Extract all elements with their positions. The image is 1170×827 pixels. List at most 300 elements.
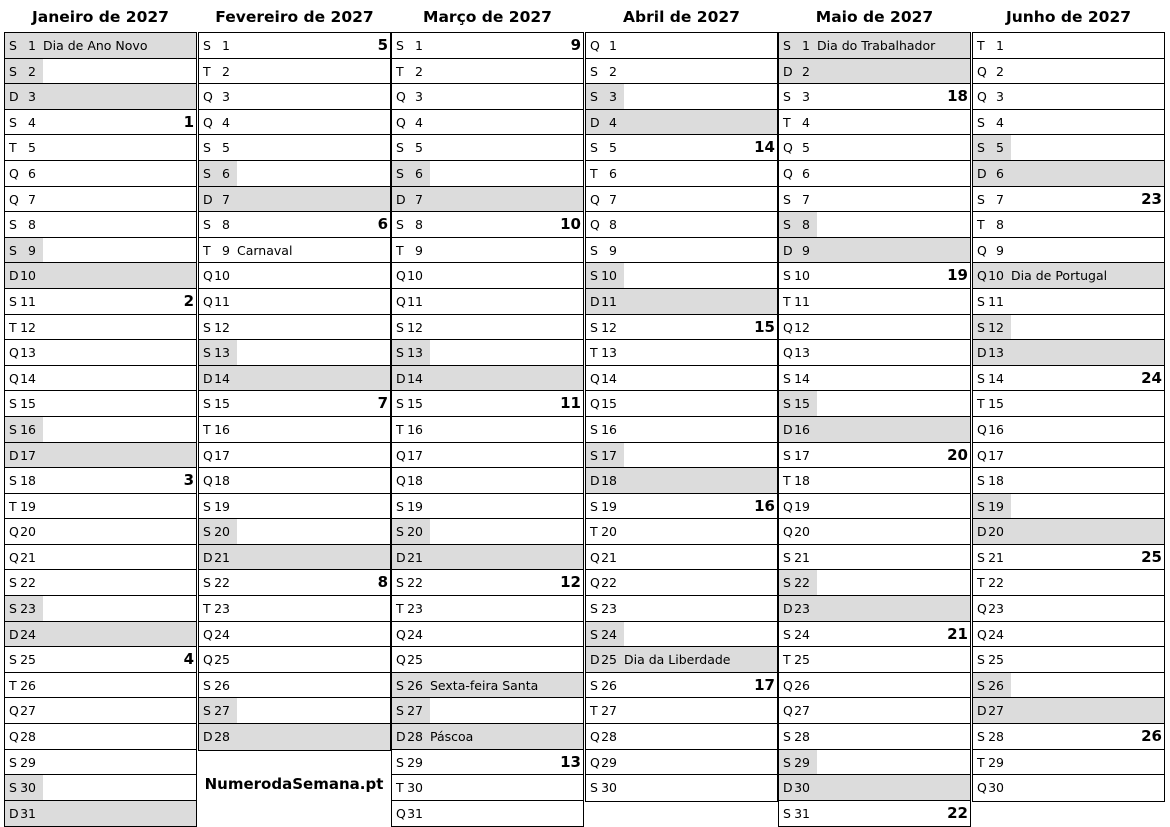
day-row xyxy=(199,187,390,213)
day-row xyxy=(199,315,390,341)
day-row xyxy=(586,135,777,161)
weekday-letter: T xyxy=(783,114,791,130)
day-number: 12 xyxy=(794,319,810,335)
day-number: 22 xyxy=(601,575,617,591)
day-row xyxy=(392,366,583,392)
day-number: 17 xyxy=(988,447,1004,463)
day-number: 28 xyxy=(214,729,230,745)
day-number: 11 xyxy=(407,293,423,309)
day-row xyxy=(5,622,196,648)
weekday-letter: S xyxy=(590,601,598,617)
weekday-letter: T xyxy=(783,652,791,668)
weekday-letter: D xyxy=(396,191,406,207)
day-row xyxy=(5,494,196,520)
day-row xyxy=(199,417,390,443)
weekday-letter: S xyxy=(783,217,791,233)
weekday-letter: S xyxy=(590,319,598,335)
day-number: 22 xyxy=(20,575,36,591)
weekday-letter: S xyxy=(396,754,404,770)
day-number: 19 xyxy=(20,498,36,514)
day-number: 11 xyxy=(794,293,810,309)
day-row xyxy=(779,545,970,571)
day-row xyxy=(392,212,583,238)
day-row xyxy=(586,775,777,801)
weekday-letter: S xyxy=(590,498,598,514)
day-number: 25 xyxy=(407,652,423,668)
day-number: 7 xyxy=(996,191,1004,207)
weekday-letter: Q xyxy=(396,268,406,284)
weekday-letter: Q xyxy=(590,38,600,53)
day-row xyxy=(5,135,196,161)
day-number: 30 xyxy=(794,780,810,796)
weekday-letter: T xyxy=(977,575,985,591)
weekday-letter: D xyxy=(783,421,793,437)
day-row xyxy=(392,443,583,469)
weekday-letter: Q xyxy=(783,165,793,181)
day-number: 24 xyxy=(988,626,1004,642)
day-row xyxy=(199,59,390,85)
day-number: 19 xyxy=(407,498,423,514)
day-row xyxy=(392,110,583,136)
week-number: 16 xyxy=(754,496,775,515)
day-number: 13 xyxy=(20,345,36,361)
weekday-letter: S xyxy=(977,549,985,565)
day-row xyxy=(779,570,970,596)
day-list xyxy=(198,32,391,751)
weekday-letter: Q xyxy=(9,524,19,540)
day-number: 6 xyxy=(28,165,36,181)
day-number: 14 xyxy=(20,370,36,386)
day-number: 23 xyxy=(601,601,617,617)
weekday-letter: S xyxy=(203,396,211,412)
day-number: 14 xyxy=(988,370,1004,386)
day-number: 14 xyxy=(601,370,617,386)
day-row xyxy=(779,443,970,469)
weekday-letter: S xyxy=(783,805,791,821)
weekday-letter: Q xyxy=(977,268,987,284)
day-number: 26 xyxy=(601,677,617,693)
weekday-letter: S xyxy=(590,140,598,156)
day-number: 27 xyxy=(20,703,36,719)
day-row xyxy=(199,596,390,622)
weekday-letter: D xyxy=(396,729,406,745)
holiday-name: Dia de Portugal xyxy=(1011,268,1108,284)
weekday-letter: D xyxy=(977,165,987,181)
day-number: 4 xyxy=(222,114,230,130)
day-row xyxy=(973,110,1164,136)
weekday-letter: Q xyxy=(9,345,19,361)
day-number: 17 xyxy=(794,447,810,463)
weekday-letter: Q xyxy=(396,293,406,309)
day-number: 1 xyxy=(802,38,810,53)
day-row xyxy=(973,673,1164,699)
day-number: 5 xyxy=(802,140,810,156)
weekday-letter: D xyxy=(977,345,987,361)
day-number: 23 xyxy=(988,601,1004,617)
weekday-letter: Q xyxy=(396,652,406,668)
month-column xyxy=(972,0,1165,802)
day-row xyxy=(973,366,1164,392)
day-number: 10 xyxy=(407,268,423,284)
week-number: 13 xyxy=(560,752,581,771)
day-number: 28 xyxy=(601,729,617,745)
day-row xyxy=(973,724,1164,750)
day-row xyxy=(586,161,777,187)
weekday-letter: S xyxy=(9,217,17,233)
day-row xyxy=(199,724,390,750)
day-number: 7 xyxy=(802,191,810,207)
day-row xyxy=(586,263,777,289)
day-number: 22 xyxy=(214,575,230,591)
day-number: 8 xyxy=(996,217,1004,233)
weekday-letter: S xyxy=(9,473,17,489)
day-row xyxy=(779,775,970,801)
holiday-name: Sexta-feira Santa xyxy=(430,677,539,693)
month-column xyxy=(778,0,971,827)
day-number: 25 xyxy=(601,652,617,668)
day-row xyxy=(586,315,777,341)
day-number: 15 xyxy=(794,396,810,412)
day-row xyxy=(586,468,777,494)
day-number: 18 xyxy=(407,473,423,489)
day-number: 28 xyxy=(20,729,36,745)
weekday-letter: S xyxy=(396,524,404,540)
day-row xyxy=(973,135,1164,161)
day-row xyxy=(5,443,196,469)
day-row xyxy=(199,33,390,59)
day-row xyxy=(5,263,196,289)
day-row xyxy=(392,596,583,622)
day-number: 27 xyxy=(214,703,230,719)
weekday-letter: S xyxy=(590,89,598,105)
weekday-letter: Q xyxy=(203,652,213,668)
holiday-name: Dia da Liberdade xyxy=(624,652,731,668)
day-row xyxy=(199,340,390,366)
day-row xyxy=(779,59,970,85)
weekday-letter: D xyxy=(590,293,600,309)
day-row xyxy=(199,698,390,724)
week-number: 17 xyxy=(754,675,775,694)
weekday-letter: S xyxy=(9,652,17,668)
day-row xyxy=(586,545,777,571)
weekday-letter: D xyxy=(203,370,213,386)
day-number: 5 xyxy=(415,140,423,156)
day-number: 25 xyxy=(794,652,810,668)
day-number: 11 xyxy=(601,293,617,309)
day-number: 21 xyxy=(601,549,617,565)
day-row xyxy=(779,340,970,366)
day-number: 24 xyxy=(794,626,810,642)
day-number: 26 xyxy=(20,677,36,693)
weekday-letter: Q xyxy=(590,549,600,565)
day-number: 2 xyxy=(222,63,230,79)
day-number: 31 xyxy=(794,805,810,821)
day-row xyxy=(199,391,390,417)
day-number: 10 xyxy=(601,268,617,284)
day-row xyxy=(973,622,1164,648)
weekday-letter: S xyxy=(203,319,211,335)
day-number: 15 xyxy=(988,396,1004,412)
day-number: 4 xyxy=(996,114,1004,130)
week-number: 19 xyxy=(947,266,968,285)
day-number: 19 xyxy=(794,498,810,514)
day-row xyxy=(5,545,196,571)
day-number: 27 xyxy=(988,703,1004,719)
day-row xyxy=(392,340,583,366)
day-number: 24 xyxy=(601,626,617,642)
day-row xyxy=(779,417,970,443)
weekday-letter: Q xyxy=(977,601,987,617)
day-number: 5 xyxy=(996,140,1004,156)
weekday-letter: T xyxy=(783,293,791,309)
day-number: 9 xyxy=(28,242,36,258)
day-row xyxy=(779,750,970,776)
day-row xyxy=(973,570,1164,596)
day-number: 16 xyxy=(601,421,617,437)
day-row xyxy=(392,750,583,776)
weekday-letter: T xyxy=(9,140,17,156)
day-row xyxy=(392,673,583,699)
month-column xyxy=(391,0,584,827)
day-number: 23 xyxy=(794,601,810,617)
day-number: 11 xyxy=(20,293,36,309)
weekday-letter: Q xyxy=(396,89,406,105)
weekday-letter: S xyxy=(590,677,598,693)
day-number: 10 xyxy=(794,268,810,284)
day-row xyxy=(973,33,1164,59)
day-number: 16 xyxy=(214,421,230,437)
week-number: 10 xyxy=(560,215,581,234)
weekday-letter: Q xyxy=(203,114,213,130)
day-number: 4 xyxy=(28,114,36,130)
weekday-letter: Q xyxy=(203,89,213,105)
week-number: 18 xyxy=(947,87,968,106)
day-row xyxy=(779,673,970,699)
weekday-letter: S xyxy=(783,549,791,565)
week-number: 9 xyxy=(570,36,581,54)
month-column xyxy=(198,0,391,751)
day-row xyxy=(779,263,970,289)
day-row xyxy=(392,417,583,443)
weekday-letter: Q xyxy=(590,217,600,233)
day-number: 12 xyxy=(988,319,1004,335)
day-number: 26 xyxy=(214,677,230,693)
day-row xyxy=(5,570,196,596)
weekday-letter: S xyxy=(977,370,985,386)
day-row xyxy=(392,801,583,827)
day-number: 29 xyxy=(20,754,36,770)
day-number: 28 xyxy=(407,729,423,745)
day-number: 20 xyxy=(601,524,617,540)
day-row xyxy=(973,417,1164,443)
weekday-letter: Q xyxy=(590,370,600,386)
day-number: 1 xyxy=(415,38,423,53)
weekday-letter: Q xyxy=(9,165,19,181)
day-row xyxy=(586,391,777,417)
day-row xyxy=(973,468,1164,494)
day-number: 2 xyxy=(415,63,423,79)
day-number: 1 xyxy=(222,38,230,53)
day-number: 30 xyxy=(988,780,1004,796)
day-row xyxy=(586,33,777,59)
day-row xyxy=(586,570,777,596)
day-row xyxy=(5,59,196,85)
weekday-letter: S xyxy=(590,242,598,258)
day-row xyxy=(5,315,196,341)
weekday-letter: S xyxy=(783,89,791,105)
weekday-letter: D xyxy=(9,626,19,642)
weekday-letter: T xyxy=(590,165,598,181)
day-row xyxy=(586,698,777,724)
day-number: 9 xyxy=(609,242,617,258)
weekday-letter: S xyxy=(590,447,598,463)
week-number: 23 xyxy=(1141,189,1162,208)
weekday-letter: T xyxy=(396,242,404,258)
weekday-letter: Q xyxy=(396,447,406,463)
day-number: 23 xyxy=(214,601,230,617)
weekday-letter: S xyxy=(9,293,17,309)
day-number: 3 xyxy=(609,89,617,105)
day-row xyxy=(392,161,583,187)
day-number: 19 xyxy=(601,498,617,514)
day-row xyxy=(779,698,970,724)
day-number: 5 xyxy=(222,140,230,156)
day-number: 23 xyxy=(407,601,423,617)
weekday-letter: Q xyxy=(203,268,213,284)
day-row xyxy=(392,289,583,315)
day-row xyxy=(5,110,196,136)
holiday-name: Dia do Trabalhador xyxy=(817,38,936,53)
day-number: 11 xyxy=(214,293,230,309)
day-number: 24 xyxy=(20,626,36,642)
day-row xyxy=(392,391,583,417)
day-row xyxy=(586,59,777,85)
weekday-letter: Q xyxy=(783,140,793,156)
day-row xyxy=(392,647,583,673)
holiday-name: Dia de Ano Novo xyxy=(43,38,148,53)
week-number: 6 xyxy=(377,215,388,234)
day-number: 2 xyxy=(802,63,810,79)
weekday-letter: S xyxy=(9,114,17,130)
day-row xyxy=(392,315,583,341)
day-row xyxy=(199,647,390,673)
week-number: 14 xyxy=(754,138,775,157)
day-row xyxy=(586,417,777,443)
day-row xyxy=(973,519,1164,545)
weekday-letter: D xyxy=(9,447,19,463)
day-number: 27 xyxy=(407,703,423,719)
week-number: 7 xyxy=(377,394,388,413)
weekday-letter: Q xyxy=(783,345,793,361)
day-row xyxy=(586,110,777,136)
weekday-letter: D xyxy=(590,473,600,489)
weekday-letter: Q xyxy=(396,626,406,642)
weekday-letter: S xyxy=(977,729,985,745)
weekday-letter: S xyxy=(396,217,404,233)
weekday-letter: S xyxy=(783,575,791,591)
day-row xyxy=(586,212,777,238)
day-number: 17 xyxy=(20,447,36,463)
weekday-letter: D xyxy=(203,729,213,745)
day-number: 2 xyxy=(996,63,1004,79)
weekday-letter: S xyxy=(396,38,404,53)
weekday-letter: T xyxy=(396,780,404,796)
weekday-letter: D xyxy=(9,268,19,284)
day-number: 12 xyxy=(214,319,230,335)
day-row xyxy=(199,263,390,289)
day-row xyxy=(586,494,777,520)
weekday-letter: Q xyxy=(203,447,213,463)
day-row xyxy=(779,647,970,673)
month-title: Março de 2027 xyxy=(423,8,552,26)
day-number: 3 xyxy=(415,89,423,105)
weekday-letter: S xyxy=(977,114,985,130)
weekday-letter: S xyxy=(590,780,598,796)
day-row xyxy=(199,622,390,648)
day-number: 6 xyxy=(222,165,230,181)
weekday-letter: Q xyxy=(977,447,987,463)
day-row xyxy=(5,161,196,187)
weekday-letter: Q xyxy=(783,703,793,719)
day-row xyxy=(199,161,390,187)
day-row xyxy=(973,187,1164,213)
weekday-letter: Q xyxy=(396,805,406,821)
day-number: 20 xyxy=(988,524,1004,540)
day-row xyxy=(586,750,777,776)
day-number: 16 xyxy=(794,421,810,437)
day-row xyxy=(392,724,583,750)
day-row xyxy=(779,315,970,341)
day-row xyxy=(5,340,196,366)
week-number: 26 xyxy=(1141,727,1162,746)
weekday-letter: D xyxy=(9,805,19,821)
week-number: 24 xyxy=(1141,368,1162,387)
weekday-letter: Q xyxy=(396,114,406,130)
day-number: 31 xyxy=(407,805,423,821)
day-number: 16 xyxy=(407,421,423,437)
day-row xyxy=(392,135,583,161)
day-number: 14 xyxy=(407,370,423,386)
day-number: 15 xyxy=(214,396,230,412)
weekday-letter: T xyxy=(203,63,211,79)
day-row xyxy=(5,391,196,417)
day-number: 27 xyxy=(794,703,810,719)
day-number: 29 xyxy=(407,754,423,770)
day-row xyxy=(5,238,196,264)
day-row xyxy=(973,84,1164,110)
day-number: 21 xyxy=(214,549,230,565)
day-number: 9 xyxy=(996,242,1004,258)
day-number: 31 xyxy=(20,805,36,821)
weekday-letter: S xyxy=(203,677,211,693)
day-row xyxy=(779,110,970,136)
weekday-letter: S xyxy=(9,575,17,591)
day-number: 8 xyxy=(802,217,810,233)
day-list xyxy=(585,32,778,802)
week-number: 2 xyxy=(183,291,194,310)
day-row xyxy=(5,775,196,801)
day-number: 6 xyxy=(802,165,810,181)
weekday-letter: T xyxy=(203,242,211,258)
weekday-letter: S xyxy=(9,396,17,412)
week-number: 20 xyxy=(947,445,968,464)
day-row xyxy=(973,161,1164,187)
day-row xyxy=(5,468,196,494)
day-row xyxy=(392,238,583,264)
day-row xyxy=(779,391,970,417)
day-row xyxy=(5,33,196,59)
day-row xyxy=(392,187,583,213)
